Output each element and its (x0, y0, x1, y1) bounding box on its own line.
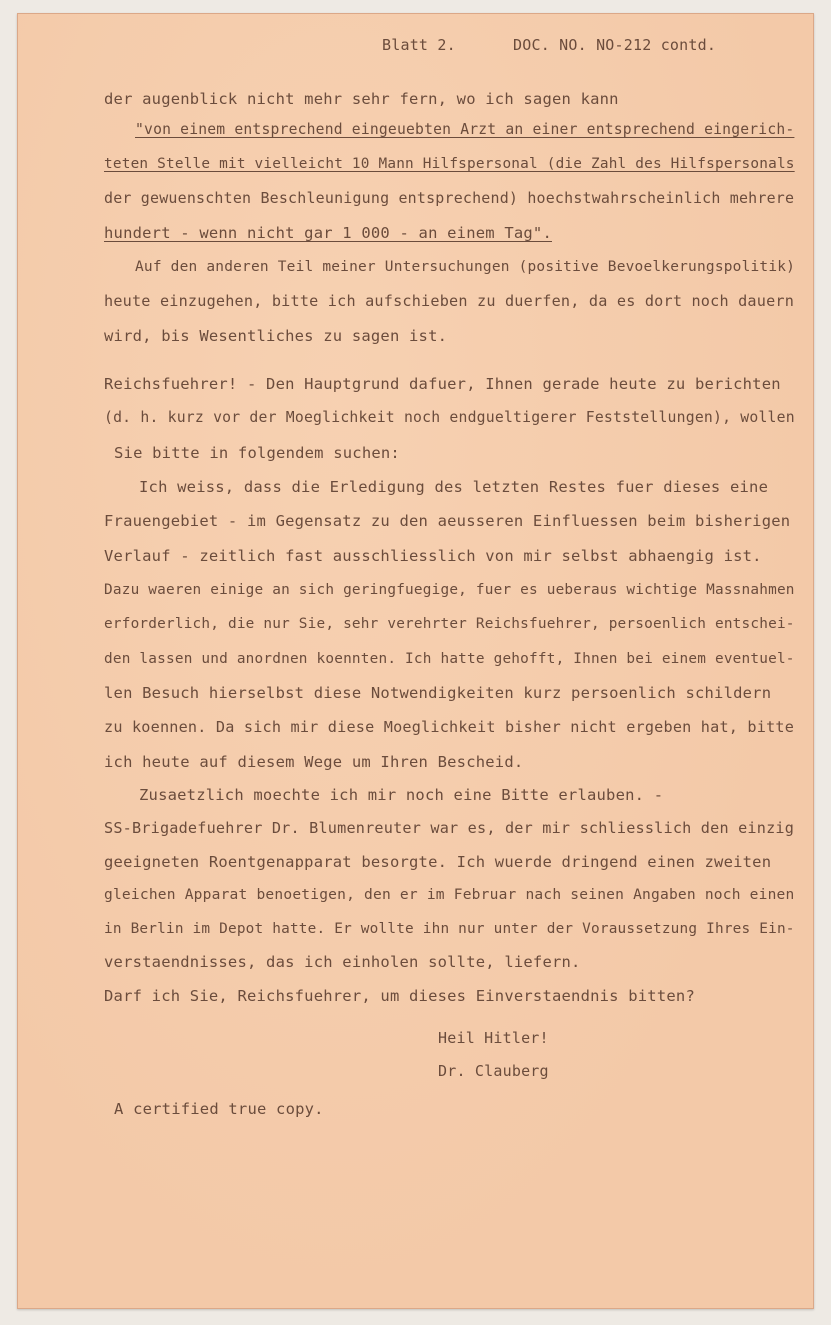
text-line-9: Reichsfuehrer! - Den Hauptgrund dafuer, Ihnen gerade heute zu berichten (104, 375, 781, 393)
text-line-3: teten Stelle mit vielleicht 10 Mann Hilfspersonal (die Zahl des Hilfspersonals (104, 156, 795, 172)
closing-salute: Heil Hitler! (438, 1029, 549, 1047)
text-line-10: (d. h. kurz vor der Moeglichkeit noch endgueltigerer Feststellungen), wollen (104, 409, 795, 426)
text-line-17: den lassen und anordnen koennten. Ich hatte gehofft, Ihnen bei einem eventuel- (104, 651, 795, 667)
text-line-1: der augenblick nicht mehr sehr fern, wo ich sagen kann (104, 90, 619, 108)
text-line-7: heute einzugehen, bitte ich aufschieben zu duerfen, da es dort noch dauern (104, 292, 795, 310)
text-line-21: Zusaetzlich moechte ich mir noch eine Bitte erlauben. - (139, 786, 664, 804)
text-line-26: verstaendnisses, das ich einholen sollte, liefern. (104, 953, 581, 971)
text-line-25: in Berlin im Depot hatte. Er wollte ihn nur unter der Voraussetzung Ihres Ein- (104, 921, 795, 937)
text-line-11: Sie bitte in folgendem suchen: (114, 444, 400, 462)
text-line-23: geeigneten Roentgenapparat besorgte. Ich wuerde dringend einen zweiten (104, 853, 772, 871)
text-line-6: Auf den anderen Teil meiner Untersuchungen (positive Bevoelkerungspolitik) (135, 259, 796, 275)
text-line-8: wird, bis Wesentliches zu sagen ist. (104, 327, 448, 345)
text-line-19: zu koennen. Da sich mir diese Moeglichkeit bisher nicht ergeben hat, bitte (104, 718, 795, 736)
text-line-5: hundert - wenn nicht gar 1 000 - an einem Tag". (104, 224, 552, 242)
signature-name: Dr. Clauberg (438, 1062, 549, 1080)
page-label: Blatt 2. (382, 36, 456, 54)
document-reference: DOC. NO. NO-212 contd. (513, 36, 717, 54)
text-line-14: Verlauf - zeitlich fast ausschliesslich von mir selbst abhaengig ist. (104, 547, 762, 565)
text-line-22: SS-Brigadefuehrer Dr. Blumenreuter war es, der mir schliesslich den einzig (104, 819, 795, 837)
text-line-4: der gewuenschten Beschleunigung entsprechend) hoechstwahrscheinlich mehrere (104, 189, 795, 207)
text-line-16: erforderlich, die nur Sie, sehr verehrter Reichsfuehrer, persoenlich entschei- (104, 616, 795, 632)
text-line-2: "von einem entsprechend eingeuebten Arzt an einer entsprechend eingerich- (135, 121, 795, 138)
text-line-24: gleichen Apparat benoetigen, den er im Februar nach seinen Angaben noch einen (104, 886, 795, 903)
text-line-15: Dazu waeren einige an sich geringfuegige, fuer es ueberaus wichtige Massnahmen (104, 582, 795, 598)
text-line-18: len Besuch hierselbst diese Notwendigkeiten kurz persoenlich schildern (104, 684, 772, 702)
document-page (17, 13, 814, 1309)
text-line-13: Frauengebiet - im Gegensatz zu den aeusseren Einfluessen beim bisherigen (104, 512, 791, 530)
text-line-27: Darf ich Sie, Reichsfuehrer, um dieses Einverstaendnis bitten? (104, 987, 695, 1005)
text-line-20: ich heute auf diesem Wege um Ihren Bescheid. (104, 753, 524, 771)
certification-note: A certified true copy. (114, 1100, 324, 1118)
text-line-12: Ich weiss, dass die Erledigung des letzten Restes fuer dieses eine (139, 478, 769, 496)
